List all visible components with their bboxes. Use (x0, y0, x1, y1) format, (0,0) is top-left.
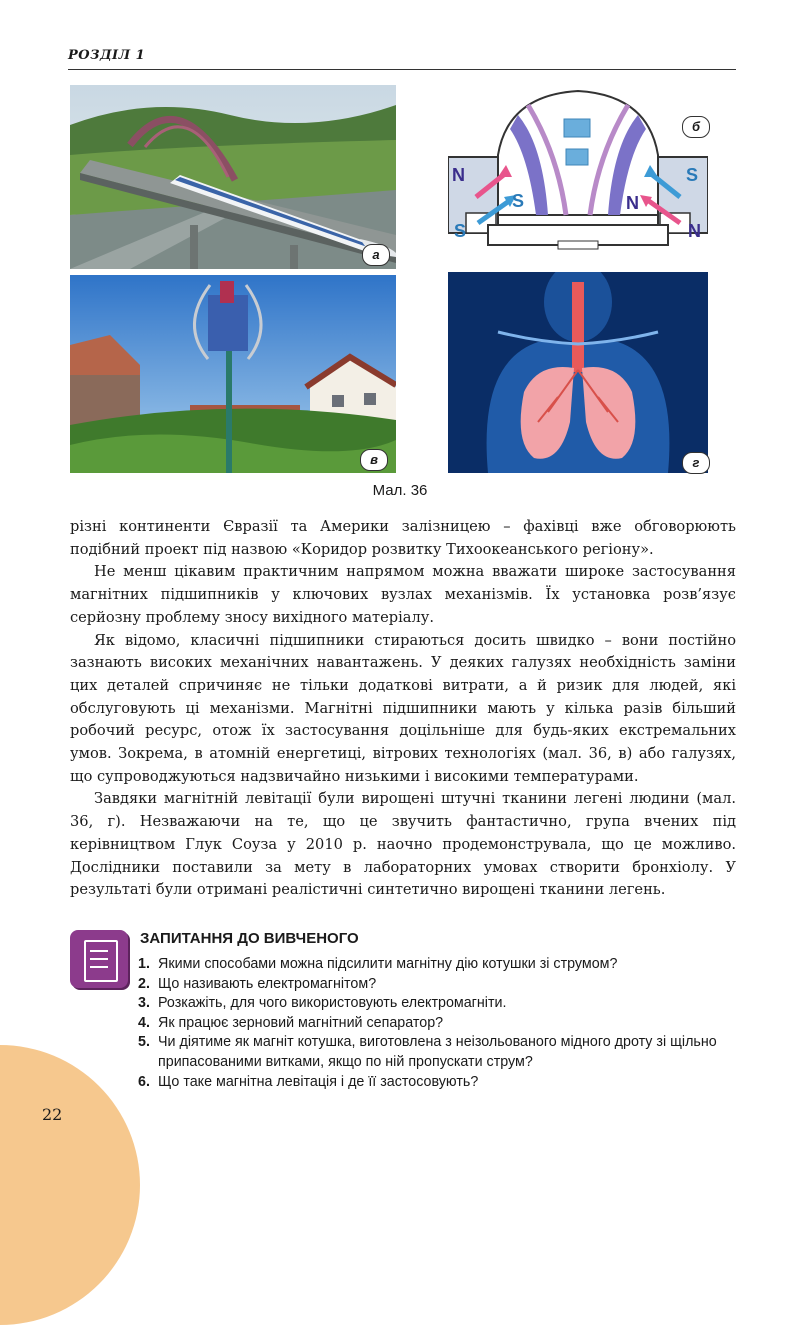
paragraph-3: Як відомо, класичні підшипники стираються досить швидко – вони постійно зазнають високих механічних навантажень. У деяких галузях необхідність заміни цих деталей спричиняє не тільки додаткові витрати, а й ризик для людей, які обслуговують ці механізми. Магнітні підшипники мають у кілька разів більший робочий ресурс, отож їх застосування доцільніше для будь-яких екстремальних умов. Зокрема, в атомній енергетиці, вітрових технологіях (мал. 36, в) або галузях, що супроводжуються надзвичайно низькими і високими температурами. (70, 631, 736, 785)
paragraph-2: Не менш цікавим практичним напрямом можна вважати широке застосування магнітних підшипників у ключових вузлах механізмів. Їх установка розв’язує серйозну проблему зносу вихідного матеріалу. (70, 563, 736, 626)
question-item: 1. Якими способами можна підсилити магнітну дію котушки зі струмом? (138, 956, 618, 972)
pole-s-left-bottom: S (454, 221, 467, 241)
questions-list-icon (70, 930, 128, 988)
figure-caption: Мал. 36 (372, 482, 428, 499)
paragraph-1: різні континенти Євразії та Америки залізницею – фахівці вже обговорюють подібний проект під назвою «Коридор розвитку Тихоокеанського регіону». (70, 518, 736, 558)
section-header: РОЗДІЛ 1 (68, 48, 146, 63)
figure-label-a: а (362, 244, 390, 266)
questions-list (138, 955, 748, 1092)
pole-n-left: N (452, 165, 465, 185)
pole-s-right: S (686, 165, 699, 185)
figure-g-lungs-illustration (448, 272, 708, 473)
figure-label-b: б (682, 116, 710, 138)
pole-n-right-inner: N (626, 193, 639, 213)
paragraph-4: Завдяки магнітній левітації були вирощені штучні тканини легені людини (мал. 36, г). Незважаючи на те, що це звучить фантастично, група вчених під керівництвом Глук Соуза у 2010 р. наочно продемонструвала, що це можливо. Дослідники поставили за мету в лабораторних умовах створити бронхіолу. У результаті були отримані реалістичні синтетично вирощені тканини легень. (70, 790, 736, 899)
figure-v-wind-turbine-photo (70, 275, 396, 473)
question-item: 5. Чи діятиме як магніт котушка, виготовлена з неізольованого мідного дроту зі щільно припасованими витками, якщо по ній пропускати струм? (138, 1034, 717, 1070)
header-rule (68, 69, 736, 70)
question-item: 4. Як працює зерновий магнітний сепаратор? (138, 1014, 444, 1031)
body-text (70, 516, 736, 902)
pole-n-right-bottom: N (688, 221, 701, 241)
question-item: 3. Розкажіть, для чого використовують електромагніти. (138, 995, 507, 1012)
figure-label-v: в (360, 449, 388, 471)
figure-b-maglev-diagram (448, 85, 708, 269)
pole-s-left-inner: S (512, 191, 525, 211)
corner-decoration (0, 1045, 140, 1325)
figure-a-maglev-photo (70, 85, 396, 269)
question-item: 2. Що називають електромагнітом? (138, 975, 377, 992)
question-item: 6. Що таке магнітна левітація і де її застосовують? (138, 1073, 479, 1090)
page-number: 22 (42, 1105, 63, 1124)
figure-label-g: г (682, 452, 710, 474)
questions-title: ЗАПИТАННЯ ДО ВИВЧЕНОГО (140, 930, 359, 947)
